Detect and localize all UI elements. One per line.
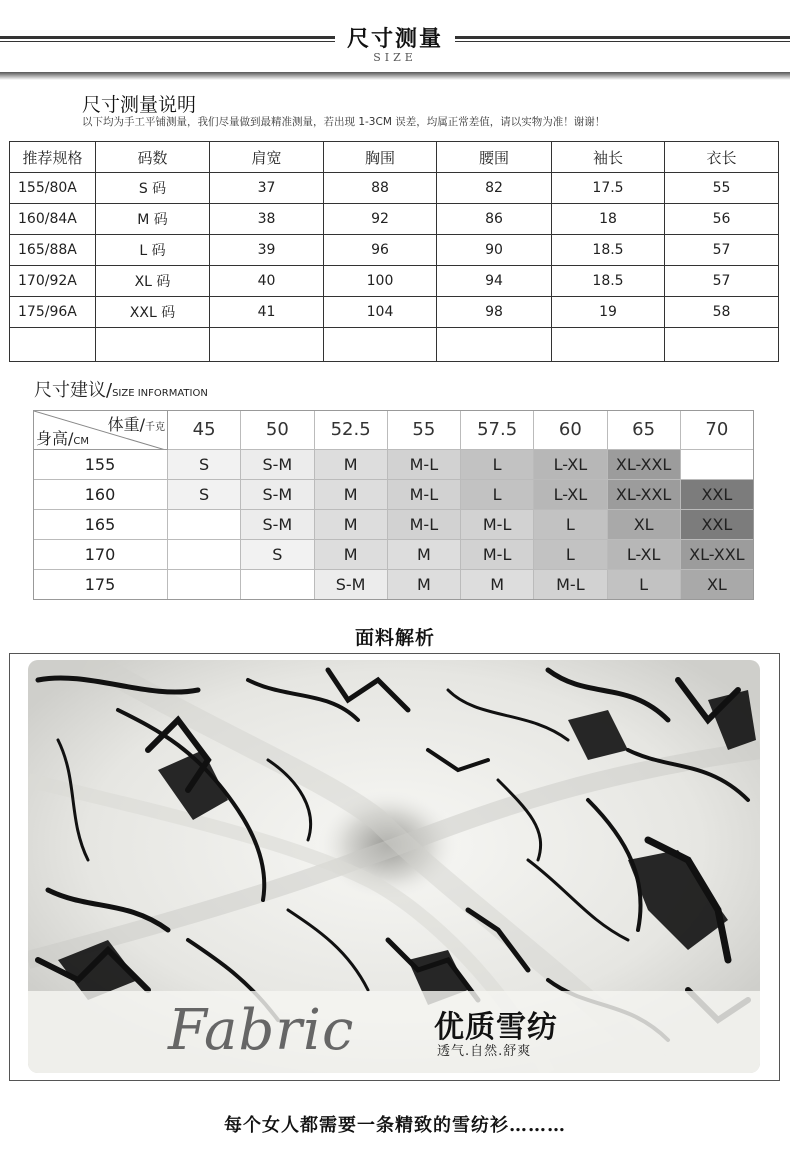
measurement-empty-cell [437,328,552,362]
weight-header-cell: 45 [168,410,241,450]
section-header [0,0,790,80]
size-suggestion-cell: XL [608,510,681,540]
measurement-cell: 100 [324,266,437,297]
measurement-cell: 155/80A [10,173,96,204]
size-suggestion-cell: M [461,570,534,600]
measurement-cell: 38 [210,204,324,235]
fabric-caption-band [28,991,760,1073]
size-suggestion-cell: L [461,480,534,510]
measurement-cell: 175/96A [10,297,96,328]
size-suggestion-cell: M [315,540,388,570]
measurement-cell: 19 [552,297,665,328]
size-suggestion-cell: S-M [315,570,388,600]
header-subtitle: SIZE [373,51,417,64]
advice-title [34,376,208,402]
measurement-cell: L 码 [96,235,210,266]
measurement-cell: 57 [665,266,779,297]
size-suggestion-cell: M-L [461,540,534,570]
measurement-empty-cell [552,328,665,362]
size-suggestion-cell: S [168,480,241,510]
size-suggestion-cell: M-L [388,450,461,480]
measurement-title: 尺寸测量说明 [82,94,197,116]
size-suggestion-cell: L [608,570,681,600]
header-shadow-divider [0,72,790,80]
slogan: 每个女人都需要一条精致的雪纺衫……… [224,1115,566,1136]
measurement-note: 以下均为手工平铺测量，我们尽量做到最精准测量，若出现 1-3CM 误差，均属正常差值，请以实物为准！谢谢！ [82,116,606,128]
measurement-col-header: 肩宽 [210,142,324,173]
measurement-cell: 86 [437,204,552,235]
size-suggestion-cell: M [315,510,388,540]
measurement-cell: 90 [437,235,552,266]
size-suggestion-cell: XL-XXL [608,480,681,510]
size-suggestion-cell: L [461,450,534,480]
measurement-cell: 17.5 [552,173,665,204]
height-unit: CM [73,436,90,447]
measurement-empty-cell [10,328,96,362]
measurement-cell: 58 [665,297,779,328]
measurement-row [10,235,779,266]
size-suggestion-cell: L-XL [608,540,681,570]
measurement-empty-cell [96,328,210,362]
measurement-cell: M 码 [96,204,210,235]
size-suggestion-cell: XL [681,570,754,600]
measurement-empty-cell [665,328,779,362]
measurement-cell: 40 [210,266,324,297]
weight-header-cell: 55 [388,410,461,450]
measurement-cell: XL 码 [96,266,210,297]
size-suggestion-cell: M [315,480,388,510]
size-suggestion-cell: M [388,540,461,570]
size-suggestion-cell [681,450,754,480]
measurement-cell: 94 [437,266,552,297]
size-suggestion-cell: M [315,450,388,480]
measurement-cell: 18 [552,204,665,235]
height-axis-label [36,426,89,449]
measurement-cell: 160/84A [10,204,96,235]
measurement-cell: 37 [210,173,324,204]
weight-unit: 千克 [145,422,165,433]
measurement-cell: 56 [665,204,779,235]
measurement-col-header: 码数 [96,142,210,173]
size-suggestion-cell: XXL [681,480,754,510]
header-title: 尺寸测量 [346,26,443,52]
measurement-cell: 165/88A [10,235,96,266]
size-suggestion-cell: M [388,570,461,600]
measurement-col-header: 袖长 [552,142,665,173]
weight-header-cell: 50 [241,410,314,450]
size-suggestion-cell: XL-XXL [681,540,754,570]
measurement-cell: 57 [665,235,779,266]
measurement-cell: 96 [324,235,437,266]
weight-header-cell: 65 [608,410,681,450]
size-suggestion-cell: L [534,540,607,570]
measurement-row [10,266,779,297]
fabric-features: 透气.自然.舒爽 [437,1044,532,1059]
size-suggestion-cell: XXL [681,510,754,540]
measurement-cell: 18.5 [552,235,665,266]
size-suggestion-cell: S [168,450,241,480]
size-suggestion-cell [168,510,241,540]
header-rule-right [455,36,790,39]
size-suggestion-cell: L-XL [534,480,607,510]
weight-header-cell: 60 [534,410,607,450]
height-row-label: 170 [33,540,168,570]
size-suggestion-cell: L-XL [534,450,607,480]
size-suggestion-cell [241,570,314,600]
weight-label: 体重/ [107,415,145,434]
size-suggestion-cell: M-L [534,570,607,600]
size-suggestion-cell: S-M [241,450,314,480]
size-advice-grid [33,410,754,600]
measurement-cell: 92 [324,204,437,235]
size-suggestion-cell: XL-XXL [608,450,681,480]
measurement-cell: S 码 [96,173,210,204]
advice-title-en: SIZE INFORMATION [112,388,208,399]
size-suggestion-cell: M-L [388,510,461,540]
measurement-row [10,173,779,204]
measurement-cell: XXL 码 [96,297,210,328]
fabric-word: Fabric [168,998,355,1063]
measurement-col-header: 衣长 [665,142,779,173]
measurement-col-header: 推荐规格 [10,142,96,173]
measurement-cell: 98 [437,297,552,328]
measurement-cell: 82 [437,173,552,204]
size-suggestion-cell: S [241,540,314,570]
measurement-empty-cell [210,328,324,362]
weight-header-cell: 57.5 [461,410,534,450]
measurement-cell: 104 [324,297,437,328]
size-suggestion-cell: S-M [241,510,314,540]
fabric-name: 优质雪纺 [434,1010,558,1045]
height-label: 身高/ [36,429,74,448]
size-suggestion-cell: L [534,510,607,540]
size-suggestion-cell [168,570,241,600]
measurement-cell: 55 [665,173,779,204]
advice-title-cn: 尺寸建议/ [34,380,113,401]
weight-header-cell: 52.5 [315,410,388,450]
weight-header-cell: 70 [681,410,754,450]
size-suggestion-cell [168,540,241,570]
measurement-table [9,141,779,362]
height-row-label: 160 [33,480,168,510]
size-suggestion-cell: M-L [461,510,534,540]
height-row-label: 155 [33,450,168,480]
measurement-row [10,297,779,328]
size-suggestion-cell: M-L [388,480,461,510]
measurement-header-row [10,142,779,173]
measurement-row [10,204,779,235]
size-suggestion-cell: S-M [241,480,314,510]
measurement-cell: 88 [324,173,437,204]
measurement-col-header: 胸围 [324,142,437,173]
fabric-title: 面料解析 [354,627,435,649]
measurement-cell: 41 [210,297,324,328]
measurement-cell: 39 [210,235,324,266]
height-row-label: 165 [33,510,168,540]
advice-corner-cell [33,410,168,450]
header-rule-left [0,36,335,39]
height-row-label: 175 [33,570,168,600]
measurement-cell: 18.5 [552,266,665,297]
measurement-empty-row [10,328,779,362]
measurement-empty-cell [324,328,437,362]
measurement-cell: 170/92A [10,266,96,297]
weight-axis-label [108,412,165,435]
measurement-col-header: 腰围 [437,142,552,173]
